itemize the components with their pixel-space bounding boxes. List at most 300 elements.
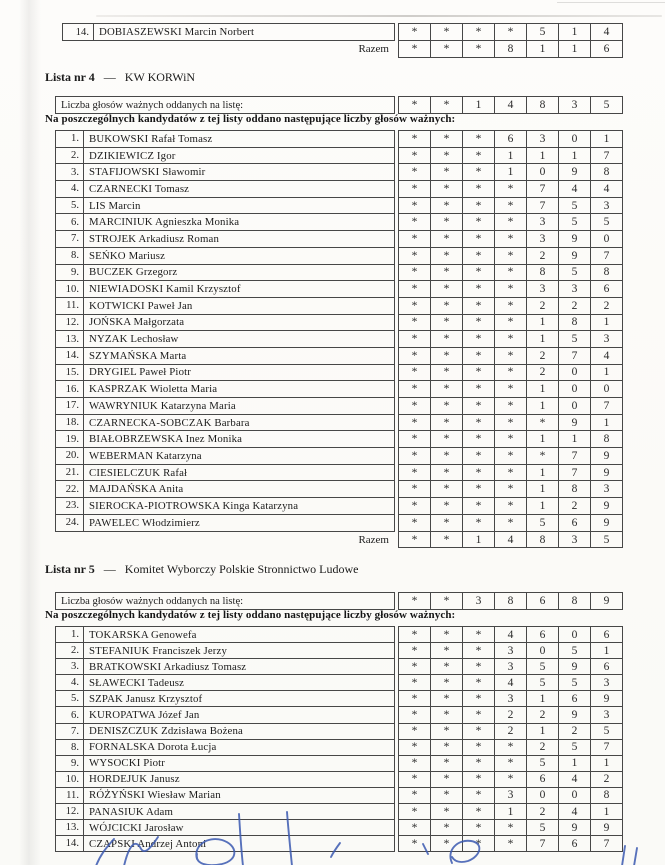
- candidate-name: HORDEJUK Janusz: [89, 773, 180, 786]
- vote-cell: 1: [526, 723, 559, 740]
- vote-cell: *: [462, 464, 495, 482]
- candidate-number: 11.: [56, 298, 84, 314]
- vote-cell: 5: [526, 23, 559, 41]
- candidate-name: SZPAK Janusz Krzysztof: [89, 692, 203, 705]
- candidate-row: [55, 230, 623, 248]
- vote-cell: *: [494, 330, 527, 348]
- vote-cell: *: [430, 739, 463, 756]
- vote-cell: *: [462, 674, 495, 691]
- vote-cells: [398, 23, 623, 41]
- vote-cell: *: [398, 803, 431, 820]
- vote-cell: 9: [590, 497, 623, 515]
- scan-shadow-left: [19, 0, 41, 865]
- vote-cell: *: [398, 230, 431, 248]
- candidate-box: [55, 280, 395, 298]
- candidate-row: [55, 464, 623, 482]
- vote-cell: *: [398, 626, 431, 643]
- vote-cell: *: [430, 430, 463, 448]
- candidate-box: [55, 787, 395, 804]
- vote-cell: *: [398, 430, 431, 448]
- candidate-box: [55, 397, 395, 415]
- vote-cell: *: [430, 280, 463, 298]
- vote-cell: 1: [526, 147, 559, 165]
- candidate-number: 13.: [56, 820, 84, 835]
- vote-cell: 1: [462, 96, 495, 114]
- vote-cells: [398, 771, 623, 788]
- candidate-row: [55, 280, 623, 298]
- candidate-box: [55, 690, 395, 707]
- candidate-name: NIEWIADOSKI Kamil Krzysztof: [89, 283, 241, 296]
- candidate-number: 10.: [56, 281, 84, 297]
- vote-cell: *: [494, 347, 527, 365]
- candidate-number: 7.: [56, 231, 84, 247]
- vote-cells: [398, 658, 623, 675]
- candidate-name: STROJEK Arkadiusz Roman: [89, 232, 220, 245]
- candidate-number: 4.: [56, 181, 84, 197]
- vote-cell: *: [494, 314, 527, 332]
- list-total-label: Liczba głosów ważnych oddanych na listę:: [55, 96, 395, 114]
- vote-cell: *: [430, 771, 463, 788]
- vote-cell: *: [398, 642, 431, 659]
- candidate-box: [55, 264, 395, 282]
- vote-cell: 6: [558, 690, 591, 707]
- vote-cell: *: [494, 213, 527, 231]
- candidate-number: 1.: [56, 131, 84, 147]
- vote-cell: 1: [558, 430, 591, 448]
- candidate-box: [62, 23, 395, 41]
- vote-cell: 6: [526, 771, 559, 788]
- vote-cell: 2: [526, 803, 559, 820]
- vote-cell: 3: [526, 230, 559, 248]
- vote-cell: 2: [558, 723, 591, 740]
- vote-cells: [398, 130, 623, 148]
- vote-cells: [398, 264, 623, 282]
- vote-cell: 7: [526, 197, 559, 215]
- candidate-box: [55, 297, 395, 315]
- vote-cell: 9: [558, 230, 591, 248]
- candidate-row: [55, 297, 623, 315]
- vote-cell: 3: [590, 330, 623, 348]
- vote-cell: *: [398, 464, 431, 482]
- vote-cell: 8: [526, 96, 559, 114]
- vote-cell: *: [398, 147, 431, 165]
- vote-cells: [398, 514, 623, 532]
- candidate-name: JOŃSKA Małgorzata: [89, 316, 185, 329]
- candidate-row: [55, 803, 623, 820]
- vote-cell: 1: [526, 464, 559, 482]
- vote-cell: 8: [558, 480, 591, 498]
- candidate-name: BRATKOWSKI Arkadiusz Tomasz: [89, 660, 247, 673]
- vote-cell: *: [462, 739, 495, 756]
- vote-cell: 5: [590, 96, 623, 114]
- vote-cell: *: [430, 347, 463, 365]
- vote-cell: 2: [494, 706, 527, 723]
- candidate-number: 15.: [56, 365, 84, 381]
- vote-cells: [398, 314, 623, 332]
- candidate-name: WYSOCKI Piotr: [89, 757, 166, 770]
- vote-cell: *: [430, 755, 463, 772]
- candidate-name: WEBERMAN Katarzyna: [89, 449, 202, 462]
- list5-number: Lista nr 5: [45, 562, 95, 576]
- vote-cell: *: [494, 771, 527, 788]
- vote-cell: *: [462, 706, 495, 723]
- candidate-row: [55, 835, 623, 852]
- candidate-box: [55, 723, 395, 740]
- vote-cell: *: [462, 314, 495, 332]
- vote-cell: *: [494, 247, 527, 265]
- candidate-name: DRYGIEL Paweł Piotr: [89, 366, 192, 379]
- vote-cell: *: [398, 771, 431, 788]
- vote-cell: *: [462, 330, 495, 348]
- candidate-box: [55, 706, 395, 723]
- vote-cell: *: [430, 130, 463, 148]
- candidate-box: [55, 658, 395, 675]
- vote-cell: 0: [526, 163, 559, 181]
- candidate-number: 14.: [56, 348, 84, 364]
- vote-cell: *: [430, 364, 463, 382]
- candidate-row: [55, 314, 623, 332]
- candidate-box: [55, 626, 395, 643]
- vote-cell: *: [494, 835, 527, 852]
- candidate-name: WAWRYNIUK Katarzyna Maria: [89, 399, 236, 412]
- vote-cell: 0: [590, 380, 623, 398]
- vote-cell: *: [462, 197, 495, 215]
- vote-cell: *: [398, 531, 431, 549]
- candidate-name: KOTWICKI Paweł Jan: [89, 299, 193, 312]
- vote-cells: [398, 347, 623, 365]
- vote-cell: 3: [494, 642, 527, 659]
- vote-cell: 7: [558, 464, 591, 482]
- vote-cell: 5: [526, 658, 559, 675]
- vote-cells: [398, 397, 623, 415]
- vote-cell: 2: [558, 497, 591, 515]
- candidate-box: [55, 380, 395, 398]
- vote-cell: *: [398, 739, 431, 756]
- vote-cell: 7: [590, 739, 623, 756]
- candidate-name: KUROPATWA Józef Jan: [89, 709, 200, 722]
- candidate-row: [55, 247, 623, 265]
- candidate-row: [55, 163, 623, 181]
- list5-candidates-header: Na poszczególnych kandydatów z tej listy oddano następujące liczby głosów ważnych:: [45, 609, 456, 621]
- vote-cell: 4: [590, 180, 623, 198]
- vote-cell: *: [430, 819, 463, 836]
- candidate-box: [55, 739, 395, 756]
- vote-cell: *: [430, 706, 463, 723]
- vote-cell: *: [398, 414, 431, 432]
- candidate-number: 6.: [56, 707, 84, 722]
- vote-cell: *: [462, 414, 495, 432]
- vote-cell: *: [494, 819, 527, 836]
- vote-cells: [398, 626, 623, 643]
- candidate-box: [55, 197, 395, 215]
- vote-cell: 1: [526, 314, 559, 332]
- vote-cell: 6: [558, 835, 591, 852]
- candidate-number: 5.: [56, 691, 84, 706]
- vote-cell: 1: [526, 430, 559, 448]
- vote-cells: [398, 690, 623, 707]
- vote-cell: *: [430, 674, 463, 691]
- vote-cell: *: [462, 480, 495, 498]
- vote-cell: 3: [494, 787, 527, 804]
- vote-cell: *: [398, 819, 431, 836]
- candidate-row: [55, 723, 623, 740]
- vote-cell: *: [430, 803, 463, 820]
- vote-cell: *: [462, 835, 495, 852]
- vote-cell: *: [494, 414, 527, 432]
- vote-cells: [398, 163, 623, 181]
- candidate-number: 16.: [56, 381, 84, 397]
- vote-cell: *: [494, 23, 527, 41]
- vote-cell: *: [462, 514, 495, 532]
- vote-cells: [398, 430, 623, 448]
- vote-cell: *: [494, 297, 527, 315]
- vote-cell: 8: [590, 163, 623, 181]
- vote-cell: 8: [558, 592, 591, 610]
- vote-cell: 5: [590, 531, 623, 549]
- vote-cell: *: [462, 23, 495, 41]
- vote-cell: 1: [590, 130, 623, 148]
- vote-cell: *: [430, 163, 463, 181]
- candidate-row: [55, 147, 623, 165]
- vote-cell: *: [494, 280, 527, 298]
- vote-cell: 2: [558, 297, 591, 315]
- candidate-box: [55, 230, 395, 248]
- vote-cell: *: [398, 197, 431, 215]
- vote-cell: 3: [526, 130, 559, 148]
- candidate-name: STEFANIUK Franciszek Jerzy: [89, 644, 228, 657]
- vote-cell: 6: [590, 280, 623, 298]
- vote-cell: *: [398, 755, 431, 772]
- candidate-row: [55, 430, 623, 448]
- candidate-box: [55, 247, 395, 265]
- candidate-number: 8.: [56, 740, 84, 755]
- vote-cell: *: [494, 380, 527, 398]
- vote-cell: 4: [590, 347, 623, 365]
- vote-cell: 3: [590, 480, 623, 498]
- candidate-row: [55, 197, 623, 215]
- vote-cell: 1: [462, 531, 495, 549]
- candidate-box: [55, 180, 395, 198]
- candidate-box: [55, 642, 395, 659]
- vote-cell: 3: [494, 658, 527, 675]
- vote-cell: *: [494, 514, 527, 532]
- candidate-number: 3.: [56, 659, 84, 674]
- candidate-name: MAJDAŃSKA Anita: [89, 483, 184, 496]
- vote-cell: *: [430, 464, 463, 482]
- candidate-row: [55, 213, 623, 231]
- candidate-number: 9.: [56, 265, 84, 281]
- candidate-number: 5.: [56, 198, 84, 214]
- vote-cells: [398, 480, 623, 498]
- vote-cell: *: [430, 514, 463, 532]
- vote-cell: 3: [526, 280, 559, 298]
- candidate-number: 4.: [56, 675, 84, 690]
- vote-cell: *: [462, 163, 495, 181]
- vote-cells: [398, 247, 623, 265]
- vote-cell: 5: [558, 739, 591, 756]
- razem-label: Razem: [358, 533, 389, 546]
- heading-dash: —: [103, 562, 116, 576]
- candidate-name: SZYMAŃSKA Marta: [89, 349, 187, 362]
- vote-cell: 1: [590, 803, 623, 820]
- vote-cell: 1: [526, 480, 559, 498]
- candidate-number: 22.: [56, 481, 84, 497]
- vote-cells: [398, 706, 623, 723]
- candidate-row: [62, 23, 623, 41]
- candidate-name: CZARNECKA-SOBCZAK Barbara: [89, 416, 250, 429]
- vote-cell: 1: [526, 690, 559, 707]
- vote-cells: [398, 230, 623, 248]
- candidate-name: BIAŁOBRZEWSKA Inez Monika: [89, 433, 243, 446]
- vote-cell: *: [398, 180, 431, 198]
- list5-total-row: [55, 592, 623, 610]
- vote-cell: 3: [462, 592, 495, 610]
- vote-cell: *: [494, 264, 527, 282]
- vote-cell: 6: [494, 130, 527, 148]
- vote-cell: *: [462, 247, 495, 265]
- vote-cell: *: [494, 430, 527, 448]
- vote-cell: 0: [590, 230, 623, 248]
- candidate-box: [55, 163, 395, 181]
- vote-cell: 7: [590, 147, 623, 165]
- vote-cell: 2: [590, 297, 623, 315]
- vote-cell: 9: [558, 163, 591, 181]
- vote-cell: 5: [558, 213, 591, 231]
- vote-cell: *: [462, 642, 495, 659]
- vote-cell: 7: [590, 247, 623, 265]
- vote-cell: 9: [590, 592, 623, 610]
- vote-cell: 1: [590, 642, 623, 659]
- vote-cell: *: [462, 213, 495, 231]
- vote-cell: *: [462, 130, 495, 148]
- vote-cell: *: [398, 264, 431, 282]
- vote-cell: 9: [558, 819, 591, 836]
- vote-cell: *: [430, 690, 463, 707]
- candidate-name: WÓJCICKI Jarosław: [89, 821, 184, 834]
- vote-cell: 6: [590, 658, 623, 675]
- candidate-name: SIEROCKA-PIOTROWSKA Kinga Katarzyna: [89, 499, 299, 512]
- candidate-number: 23.: [56, 498, 84, 514]
- scan-artifact-topcorner: [557, 2, 665, 3]
- vote-cell: *: [398, 397, 431, 415]
- vote-cells: [398, 213, 623, 231]
- candidate-name: PANASIUK Adam: [89, 805, 174, 818]
- previous-list-table: [62, 23, 623, 58]
- candidate-number: 10.: [56, 772, 84, 787]
- vote-cell: *: [462, 230, 495, 248]
- vote-cells: [398, 147, 623, 165]
- vote-cells: [398, 447, 623, 465]
- vote-cells: [398, 464, 623, 482]
- candidate-name: MARCINIUK Agnieszka Monika: [89, 216, 240, 229]
- vote-cell: 8: [526, 531, 559, 549]
- list4-heading: [45, 70, 195, 85]
- list4-total-row: [55, 96, 623, 114]
- vote-cell: 2: [494, 723, 527, 740]
- heading-dash: —: [103, 70, 116, 84]
- candidate-row: [55, 674, 623, 691]
- vote-cell: 1: [526, 397, 559, 415]
- candidate-number: 17.: [56, 398, 84, 414]
- vote-cell: 5: [526, 819, 559, 836]
- vote-cell: *: [462, 803, 495, 820]
- vote-cell: *: [494, 755, 527, 772]
- vote-cell: 5: [558, 642, 591, 659]
- razem-label: Razem: [358, 43, 389, 55]
- vote-cells: [398, 819, 623, 836]
- vote-cell: 9: [558, 414, 591, 432]
- vote-cell: 0: [526, 642, 559, 659]
- vote-cell: *: [398, 364, 431, 382]
- vote-cell: *: [494, 397, 527, 415]
- vote-cell: 2: [526, 247, 559, 265]
- vote-cell: *: [430, 23, 463, 41]
- vote-cells: [398, 723, 623, 740]
- vote-cell: 5: [590, 213, 623, 231]
- vote-cell: *: [398, 723, 431, 740]
- candidate-name: FORNALSKA Dorota Łucja: [89, 741, 217, 754]
- candidate-row: [55, 380, 623, 398]
- vote-cell: *: [430, 197, 463, 215]
- vote-cell: 6: [590, 626, 623, 643]
- vote-cell: 6: [558, 514, 591, 532]
- vote-cell: *: [526, 414, 559, 432]
- vote-cell: 1: [526, 40, 559, 58]
- vote-cell: 8: [590, 264, 623, 282]
- vote-cell: 6: [526, 592, 559, 610]
- candidate-name: BUCZEK Grzegorz: [89, 266, 178, 279]
- vote-cell: *: [398, 213, 431, 231]
- vote-cell: 5: [558, 674, 591, 691]
- candidate-name: CIESIELCZUK Rafał: [89, 466, 188, 479]
- candidate-name: KASPRZAK Wioletta Maria: [89, 383, 218, 396]
- vote-cell: 3: [558, 531, 591, 549]
- vote-cell: 8: [494, 592, 527, 610]
- vote-cell: *: [462, 497, 495, 515]
- candidate-number: 12.: [56, 804, 84, 819]
- vote-cell: *: [462, 397, 495, 415]
- vote-cell: 4: [558, 180, 591, 198]
- candidate-box: [55, 364, 395, 382]
- vote-cells: [398, 835, 623, 852]
- vote-cell: *: [430, 447, 463, 465]
- candidate-name: TOKARSKA Genowefa: [89, 628, 197, 641]
- vote-cell: 9: [558, 658, 591, 675]
- vote-cell: *: [398, 280, 431, 298]
- candidate-row: [55, 397, 623, 415]
- candidate-number: 7.: [56, 724, 84, 739]
- candidate-row: [55, 414, 623, 432]
- vote-cell: 7: [590, 397, 623, 415]
- candidate-row: [55, 180, 623, 198]
- vote-cell: *: [398, 163, 431, 181]
- vote-cell: *: [462, 147, 495, 165]
- vote-cell: *: [398, 835, 431, 852]
- vote-cell: 7: [526, 180, 559, 198]
- scan-artifact-topline: [96, 15, 662, 17]
- list4-committee-name: KW KORWiN: [124, 70, 196, 84]
- vote-cells: [398, 739, 623, 756]
- candidate-box: [55, 480, 395, 498]
- vote-cells: [398, 674, 623, 691]
- vote-cell: *: [462, 430, 495, 448]
- vote-cell: *: [462, 447, 495, 465]
- candidate-name: DOBIASZEWSKI Marcin Norbert: [99, 26, 255, 38]
- vote-cell: *: [430, 592, 463, 610]
- vote-cell: 0: [558, 364, 591, 382]
- vote-cell: *: [430, 180, 463, 198]
- vote-cell: *: [430, 658, 463, 675]
